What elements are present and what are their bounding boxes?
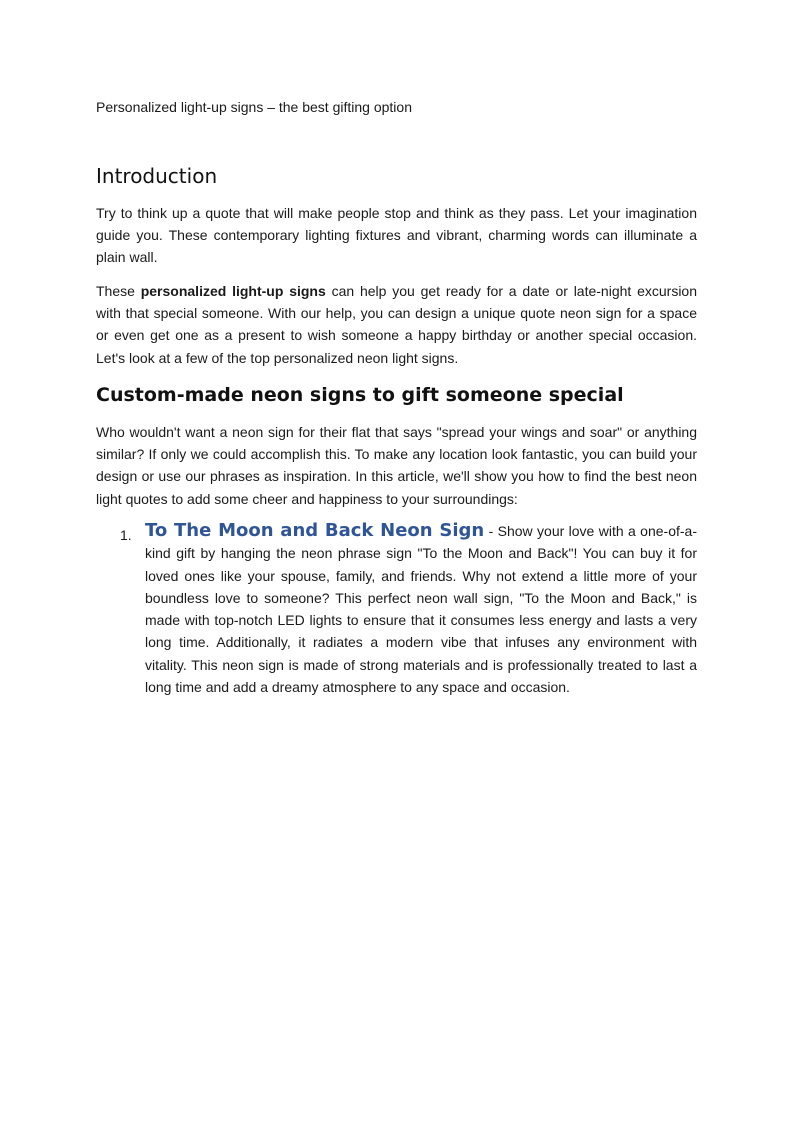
paragraph-text-after: can help you get ready for a date or late-night excursion with that special someone. With our help, you can design a unique quote neon sign for a space or even get one as a present to wish someone a happy birthday or another special occasion. Let's look at a few of the top personalized neon light signs. <box>96 283 697 366</box>
list-item-text: - Show your love with a one-of-a-kind gift by hanging the neon phrase sign "To the Moon and Back"! You can buy it for loved ones like your spouse, family, and friends. Why not extend a little more of your boundless love to someone? This perfect neon wall sign, "To the Moon and Back," is made with top-notch LED lights to ensure that it consumes less energy and lasts a very long time. Additionally, it radiates a modern vibe that infuses any environment with vitality. This neon sign is made of strong materials and is professionally treated to last a long time and add a dreamy atmosphere to any space and occasion. <box>145 523 697 696</box>
list-number: 1. <box>120 527 132 543</box>
custom-paragraph-1: Who wouldn't want a neon sign for their flat that says "spread your wings and soar" or anything similar? If only we could accomplish this. To make any location look fantastic, you can build your design or use our phrases as inspiration. In this article, we'll show you how to find the best neon light quotes to add some cheer and happiness to your surroundings: <box>96 424 697 507</box>
document-title: Personalized light-up signs – the best gifting option <box>96 99 412 115</box>
list-item <box>96 520 697 698</box>
paragraph-text-before: These <box>96 283 141 299</box>
intro-paragraph-1: Try to think up a quote that will make people stop and think as they pass. Let your imagination guide you. These contemporary lighting fixtures and vibrant, charming words can illuminate a plain wall. <box>96 205 697 266</box>
numbered-list <box>96 520 697 698</box>
bold-keyword: personalized light-up signs <box>140 283 326 299</box>
section-heading-introduction: Introduction <box>96 164 218 188</box>
moon-and-back-link[interactable]: To The Moon and Back Neon Sign <box>145 520 485 541</box>
section-heading-custom-made: Custom-made neon signs to gift someone special <box>96 384 624 406</box>
intro-paragraph-2 <box>96 280 697 369</box>
